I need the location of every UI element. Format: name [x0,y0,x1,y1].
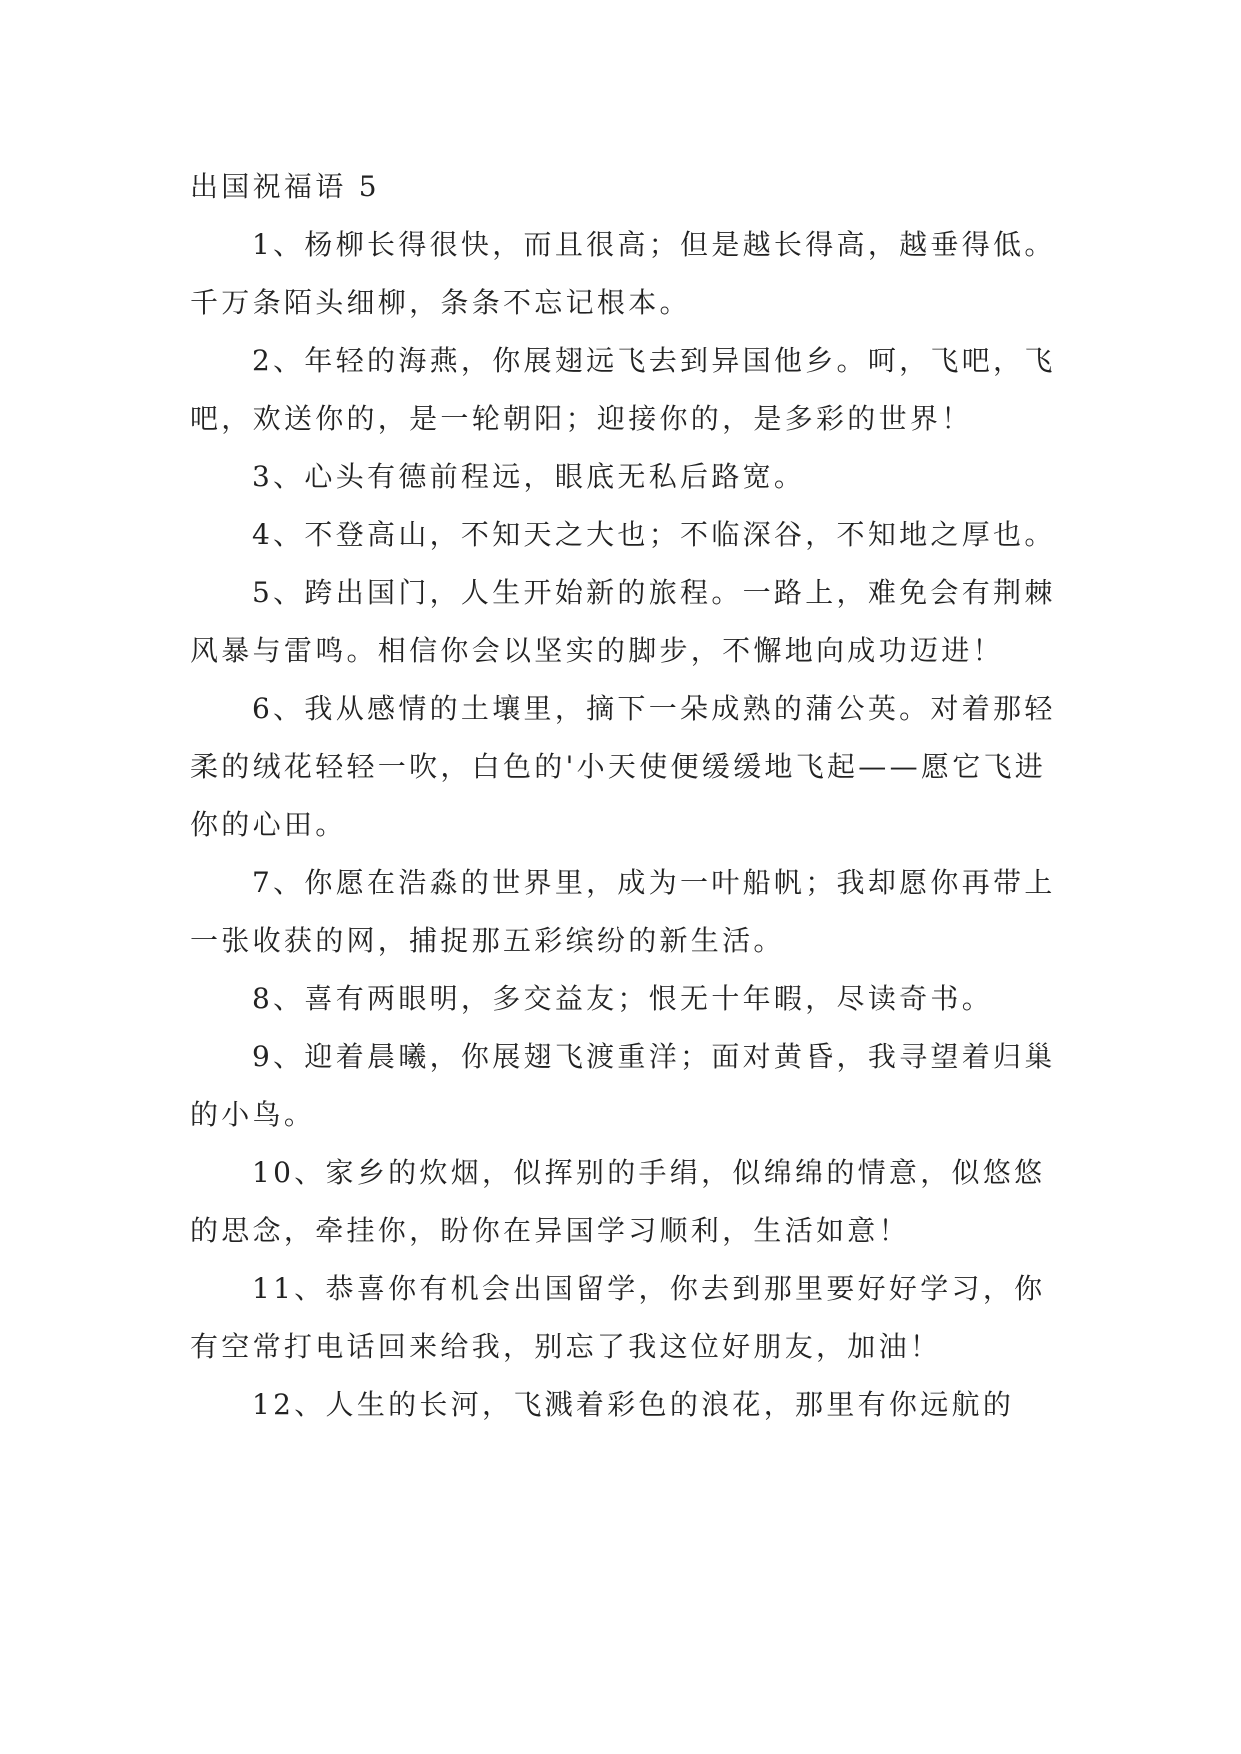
document-body [190,158,1062,1434]
paragraph-10: 10、家乡的炊烟，似挥别的手绢，似绵绵的情意，似悠悠的思念，牵挂你，盼你在异国学习顺利，生活如意！ [190,1156,1046,1247]
paragraph-7: 7、你愿在浩淼的世界里，成为一叶船帆；我却愿你再带上一张收获的网，捕捉那五彩缤纷的新生活。 [190,866,1056,957]
document-title: 出国祝福语 5 [190,170,380,203]
paragraph-1: 1、杨柳长得很快，而且很高；但是越长得高，越垂得低。千万条陌头细柳，条条不忘记根本。 [190,228,1056,319]
paragraph-11: 11、恭喜你有机会出国留学，你去到那里要好好学习，你有空常打电话回来给我，别忘了我这位好朋友，加油！ [190,1272,1046,1363]
paragraph-6: 6、我从感情的土壤里，摘下一朵成熟的蒲公英。对着那轻柔的绒花轻轻一吹，白色的'小天使便缓缓地飞起——愿它飞进你的心田。 [190,692,1056,841]
paragraph-8: 8、喜有两眼明，多交益友；恨无十年暇，尽读奇书。 [252,982,994,1015]
paragraph-5: 5、跨出国门，人生开始新的旅程。一路上，难免会有荆棘风暴与雷鸣。相信你会以坚实的脚步，不懈地向成功迈进！ [190,576,1056,667]
paragraph-2: 2、年轻的海燕，你展翅远飞去到异国他乡。呵，飞吧，飞吧，欢送你的，是一轮朝阳；迎接你的，是多彩的世界！ [190,344,1056,435]
paragraph-12: 12、人生的长河，飞溅着彩色的浪花，那里有你远航的 [252,1388,1015,1421]
paragraph-9: 9、迎着晨曦，你展翅飞渡重洋；面对黄昏，我寻望着归巢的小鸟。 [190,1040,1056,1131]
paragraph-4: 4、不登高山，不知天之大也；不临深谷，不知地之厚也。 [252,518,1056,551]
paragraph-3: 3、心头有德前程远，眼底无私后路宽。 [252,460,806,493]
